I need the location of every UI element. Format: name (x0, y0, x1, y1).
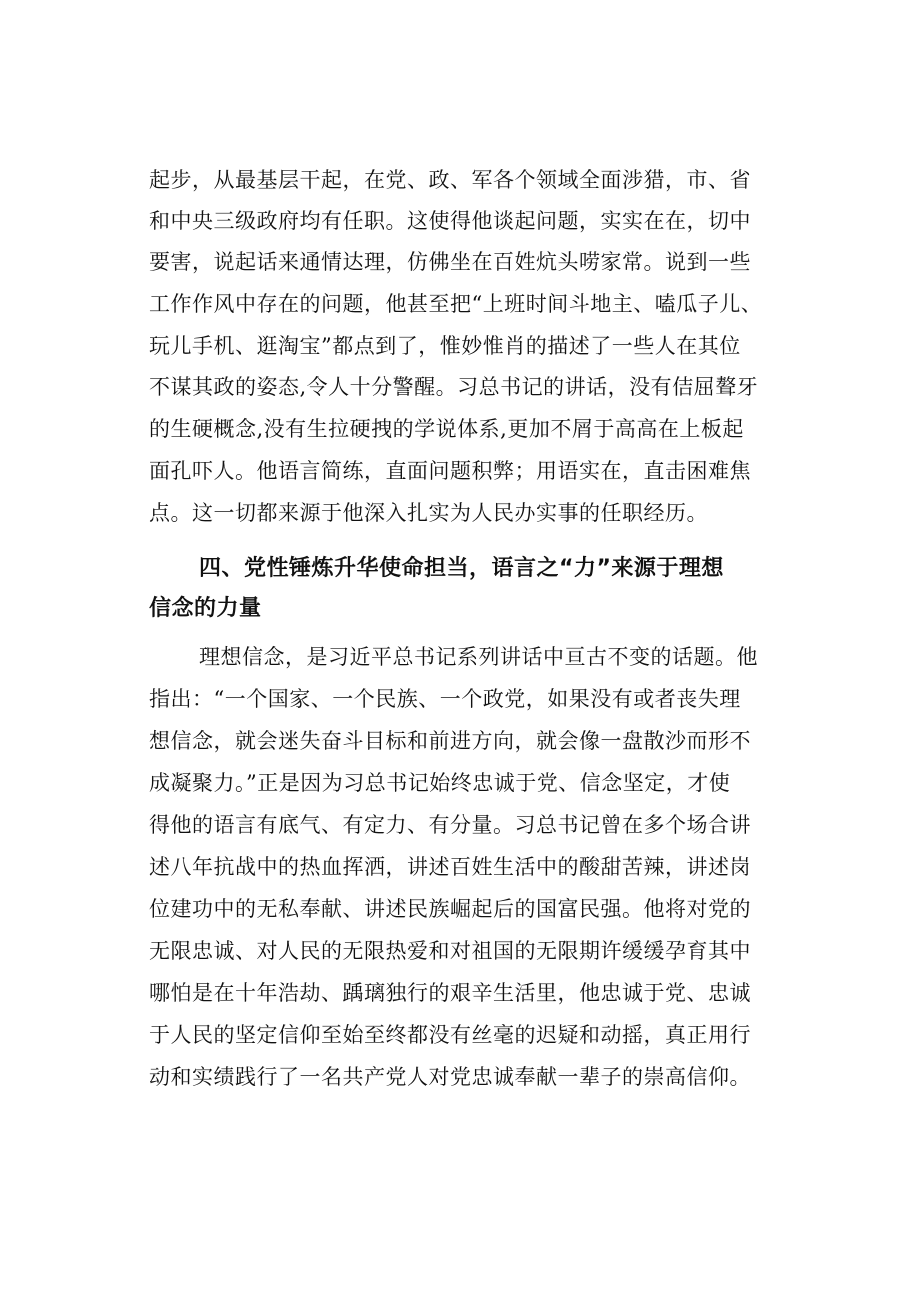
paragraph-line: 要害，说起话来通情达理，仿佛坐在百姓炕头唠家常。说到一些 (149, 250, 751, 274)
paragraph-line: 点。这一切都来源于他深入扎实为人民办实事的任职经历。 (149, 501, 708, 525)
heading-line: 信念的力量 (149, 596, 262, 621)
paragraph-line: 面孔吓人。他语言简练，直面问题积弊；用语实在，直击困难焦 (149, 459, 751, 483)
paragraph-line: 得他的语言有底气、有定力、有分量。习总书记曾在多个场合讲 (149, 813, 751, 837)
paragraph-line: 无限忠诚、对人民的无限热爱和对祖国的无限期许缓缓孕育其中 (149, 939, 751, 963)
paragraph-line: 理想信念，是习近平总书记系列讲话中亘古不变的话题。他 (199, 645, 758, 669)
paragraph-line: 起步，从最基层干起，在党、政、军各个领域全面涉猎，市、省 (149, 168, 751, 192)
paragraph-line: 指出：“一个国家、一个民族、一个政党，如果没有或者丧失理 (149, 687, 741, 711)
paragraph-line: 玩儿手机、逛淘宝”都点到了，惟妙惟肖的描述了一些人在其位 (149, 334, 741, 358)
paragraph-line: 想信念，就会迷失奋斗目标和前进方向，就会像一盘散沙而形不 (149, 729, 751, 753)
paragraph-line: 于人民的坚定信仰至始至终都没有丝毫的迟疑和动摇，真正用行 (149, 1023, 751, 1047)
paragraph-line: 动和实绩践行了一名共产党人对党忠诚奉献一辈子的崇高信仰。 (149, 1065, 751, 1089)
heading-line: 四、党性锤炼升华使命担当，语言之“力”来源于理想 (199, 556, 724, 581)
paragraph-line: 成凝聚力。”正是因为习总书记始终忠诚于党、信念坚定，才使 (149, 771, 731, 795)
paragraph-line: 的生硬概念,没有生拉硬拽的学说体系,更加不屑于高高在上板起 (149, 417, 744, 441)
paragraph-line: 述八年抗战中的热血挥洒，讲述百姓生活中的酸甜苦辣，讲述岗 (149, 855, 751, 879)
paragraph-line: 工作作风中存在的问题，他甚至把“上班时间斗地主、嗑瓜子儿、 (149, 292, 763, 316)
paragraph-line: 位建功中的无私奉献、讲述民族崛起后的国富民强。他将对党的 (149, 897, 751, 921)
paragraph-line: 和中央三级政府均有任职。这使得他谈起问题，实实在在，切中 (149, 209, 751, 233)
paragraph-line: 不谋其政的姿态,令人十分警醒。习总书记的讲话，没有佶屈聱牙 (149, 375, 759, 399)
paragraph-line: 哪怕是在十年浩劫、踽璃独行的艰辛生活里，他忠诚于党、忠诚 (149, 981, 751, 1005)
